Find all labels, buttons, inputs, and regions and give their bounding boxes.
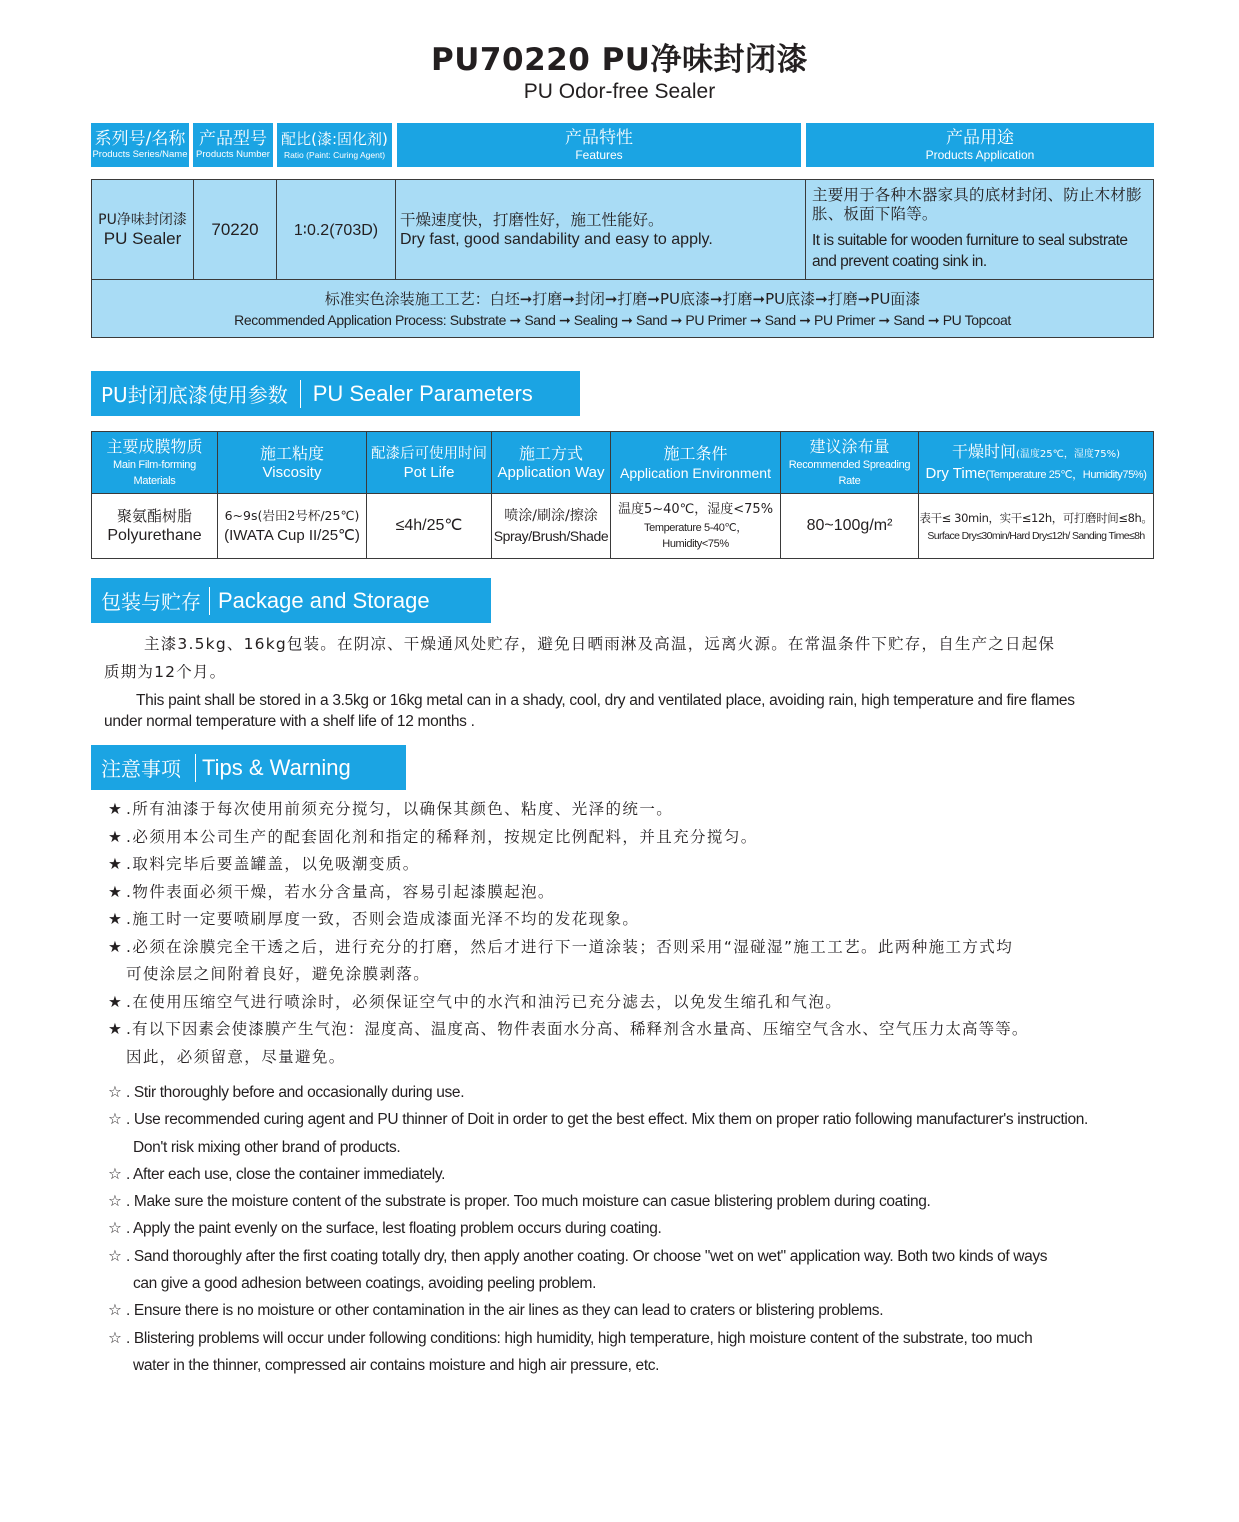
cell-series-name: PU净味封闭漆 PU Sealer — [91, 179, 194, 280]
list-item-continuation: 因此，必须留意，尽量避免。 — [126, 1047, 346, 1066]
param-value-environment: 温度5~40℃，湿度<75% Temperature 5-40℃，Humidity<75% — [610, 493, 781, 559]
page-subtitle: PU Odor-free Sealer — [523, 80, 716, 103]
list-item: ★ .必须在涂膜完全干透之后，进行充分的打磨，然后才进行下一道涂装；否则采用“湿碰湿”施工工艺。此两种施工方式均 — [108, 934, 1208, 962]
star-outline-icon: ☆ — [108, 1111, 122, 1129]
header-features: 产品特性 Features — [397, 123, 801, 167]
param-header-material: 主要成膜物质 Main Film-forming Materials — [91, 431, 218, 494]
list-item: ★ .在使用压缩空气进行喷涂时，必须保证空气中的水汽和油污已充分滤去，以免发生缩孔和气泡。 — [108, 989, 1208, 1017]
star-outline-icon: ☆ — [108, 1084, 122, 1101]
param-header-dry-time: 干燥时间(温度25℃，湿度75%) Dry Time(Temperature 25℃，Humidity75%) — [918, 431, 1154, 494]
param-header-application-way: 施工方式 Application Way — [491, 431, 611, 494]
param-header-environment: 施工条件 Application Environment — [610, 431, 781, 494]
param-header-viscosity: 施工粘度 Viscosity — [217, 431, 367, 494]
header-application: 产品用途 Products Application — [806, 123, 1154, 167]
star-outline-icon: ☆ — [108, 1193, 122, 1211]
list-item: ☆ . Stir thoroughly before and occasionally during use. — [108, 1079, 1208, 1106]
process-row — [91, 279, 1154, 338]
process-en: Recommended Application Process: Substrate ➞ Sand ➞ Sealing ➞ Sand ➞ PU Primer ➞ Sand ➞ PU Primer ➞ Sand ➞ PU Topcoat — [234, 311, 1011, 328]
package-heading: 包装与贮存 Package and Storage — [91, 578, 491, 623]
header-series-name: 系列号/名称 Products Series/Name — [91, 123, 189, 167]
star-outline-icon: ☆ — [108, 1247, 122, 1265]
heading-divider — [209, 587, 210, 615]
star-outline-icon: ☆ — [108, 1165, 122, 1183]
star-filled-icon: ★ — [108, 827, 124, 846]
cell-product-number: 70220 — [193, 179, 277, 280]
star-filled-icon: ★ — [108, 800, 124, 818]
star-outline-icon: ☆ — [108, 1329, 122, 1347]
tips-cn-list — [108, 796, 1208, 1071]
list-item-continuation: can give a good adhesion between coatings, avoiding peeling problem. — [133, 1275, 597, 1293]
star-outline-icon: ☆ — [108, 1302, 122, 1320]
heading-divider — [195, 754, 196, 782]
header-ratio: 配比(漆:固化剂) Ratio (Paint: Curing Agent) — [277, 123, 392, 167]
list-item: ☆ . After each use, close the container immediately. — [108, 1161, 1208, 1188]
star-filled-icon: ★ — [108, 1020, 123, 1038]
param-value-dry-time: 表干≤ 30min，实干≤12h，可打磨时间≤8h。 Surface Dry≤30min/Hard Dry≤12h/ Sanding Time≤8h — [918, 493, 1154, 559]
star-filled-icon: ★ — [108, 910, 124, 928]
list-item-continuation: 可使涂层之间附着良好，避免涂膜剥落。 — [126, 965, 431, 983]
list-item: ☆ . Sand thoroughly after the first coating totally dry, then apply another coating. Or choose "wet on wet" application way. Both two kinds of ways — [108, 1243, 1208, 1270]
param-value-material: 聚氨酯树脂 Polyurethane — [91, 493, 218, 559]
list-item: ★ .施工时一定要喷刷厚度一致，否则会造成漆面光泽不均的发花现象。 — [108, 906, 1208, 934]
cell-ratio: 1∶0.2(703D) — [276, 179, 396, 280]
star-filled-icon: ★ — [108, 992, 124, 1011]
param-value-spreading-rate: 80~100g/m² — [780, 493, 919, 559]
list-item: ☆ . Blistering problems will occur under following conditions: high humidity, high temperature, high moisture content of the substrate, too much — [108, 1325, 1208, 1352]
header-product-number: 产品型号 Products Number — [193, 123, 273, 167]
parameters-heading: PU封闭底漆使用参数 PU Sealer Parameters — [91, 371, 580, 416]
heading-divider — [300, 380, 301, 408]
package-text: 主漆3.5kg、16kg包装。在阴凉、干燥通风处贮存，避免日晒雨淋及高温，远离火源。在常温条件下贮存，自生产之日起保 质期为12个月。 This paint shall be stored in a 3.5kg or 16kg metal can in a shady, cool, dry and ventilated place, avoiding rain, high temperature and fire flames under normal temperature with a shelf life of 12 months . — [104, 635, 1075, 730]
list-item-continuation: Don't risk mixing other brand of products. — [133, 1138, 401, 1156]
star-filled-icon: ★ — [108, 937, 124, 956]
list-item: ☆ . Make sure the moisture content of the substrate is proper. Too much moisture can casue blistering problem during coating. — [108, 1188, 1208, 1215]
cell-application: 主要用于各种木器家具的底材封闭、防止木材膨胀、板面下陷等。 It is suitable for wooden furniture to seal substrate and prevent coating sink in. — [805, 179, 1154, 280]
star-outline-icon: ☆ — [108, 1220, 122, 1238]
param-value-application-way: 喷涂/刷涂/擦涂 Spray/Brush/Shade — [491, 493, 611, 559]
list-item: ☆ . Ensure there is no moisture or other contamination in the air lines as they can lead to craters or blistering problems. — [108, 1297, 1208, 1324]
process-cn: 标准实色涂装施工工艺：白坯➞打磨➞封闭➞打磨➞PU底漆➞打磨➞PU底漆➞打磨➞PU面漆 — [324, 289, 921, 308]
list-item: ☆ . Apply the paint evenly on the surface, lest floating problem occurs during coating. — [108, 1215, 1208, 1242]
star-filled-icon: ★ — [108, 882, 124, 901]
list-item: ★ .必须用本公司生产的配套固化剂和指定的稀释剂，按规定比例配料，并且充分搅匀。 — [108, 824, 1208, 852]
list-item-continuation: water in the thinner, compressed air contains moisture and high air pressure, etc. — [133, 1356, 660, 1374]
list-item: ★ .所有油漆于每次使用前须充分搅匀，以确保其颜色、粘度、光泽的统一。 — [108, 796, 1208, 824]
list-item: ★ .物件表面必须干燥，若水分含量高，容易引起漆膜起泡。 — [108, 879, 1208, 907]
list-item: ★ .有以下因素会使漆膜产生气泡：湿度高、温度高、物件表面水分高、稀释剂含水量高、压缩空气含水、空气压力太高等等。 — [108, 1016, 1208, 1044]
cell-features: 干燥速度快，打磨性好，施工性能好。 Dry fast, good sandability and easy to apply. — [395, 179, 806, 280]
param-header-spreading-rate: 建议涂布量 Recommended Spreading Rate — [780, 431, 919, 494]
param-value-pot-life: ≤4h/25℃ — [366, 493, 492, 559]
star-filled-icon: ★ — [108, 855, 124, 873]
param-header-pot-life: 配漆后可使用时间 Pot Life — [366, 431, 492, 494]
list-item: ★ .取料完毕后要盖罐盖，以免吸潮变质。 — [108, 851, 1208, 879]
tips-heading: 注意事项 Tips & Warning — [91, 745, 406, 790]
list-item: ☆ . Use recommended curing agent and PU thinner of Doit in order to get the best effect. Mix them on proper ratio following manufacturer's instruction. — [108, 1106, 1208, 1133]
page-title: PU70220 PU净味封闭漆 — [431, 42, 808, 78]
tips-en-list — [108, 1079, 1208, 1379]
param-value-viscosity: 6~9s(岩田2号杯/25℃) (IWATA Cup II/25℃) — [217, 493, 367, 559]
